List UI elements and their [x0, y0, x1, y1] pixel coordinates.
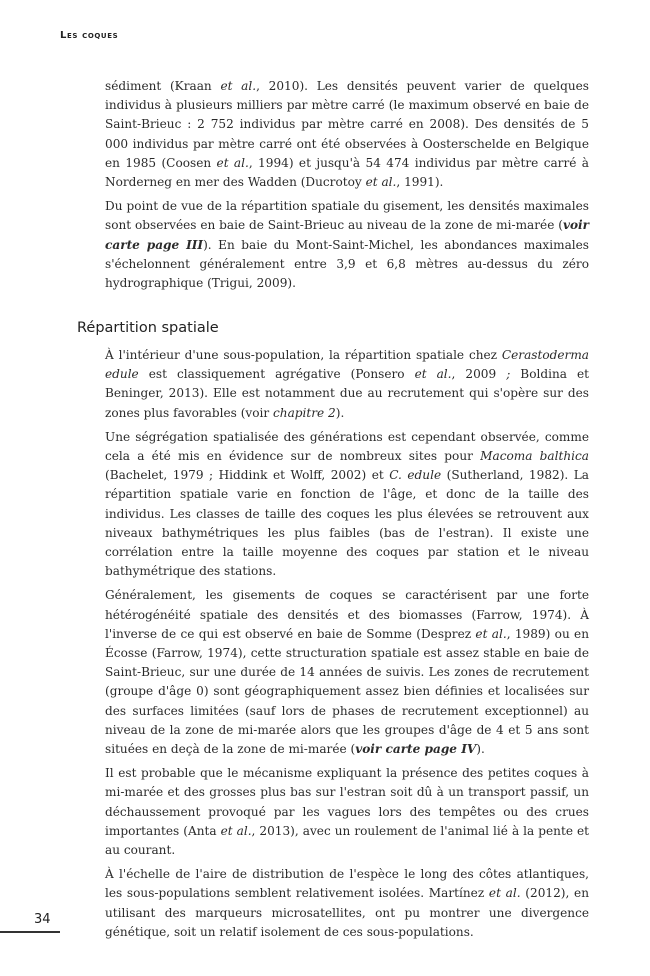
text-block-top	[105, 77, 589, 298]
paragraph: Il est probable que le mécanisme expliquant la présence des petites coques à mi-marée et des grosses plus bas sur l'estran soit dû à un transport passif, un déchaussement provoqué par les vagues lors des tempêtes ou des crues importantes (Anta et al., 2013), avec un roulement de l'animal lié à la pente et au courant.	[105, 766, 590, 858]
cross-reference: voir carte page IV	[355, 742, 477, 757]
paragraph: Une ségrégation spatialisée des générations est cependant observée, comme cela a été mis en évidence sur de nombreux sites pour Macoma balthica (Bachelet, 1979 ; Hiddink et Wolff, 2002) et C. edule (Sutherland, 1982). La répartition spatiale varie en fonction de l'âge, et donc de la taille des individus. Les classes de taille des coques les plus élevées se retrouvent aux niveaux bathymétriques les plus faibles (bas de l'estran). Il existe une corrélation entre la taille moyenne des coques par station et le niveau bathymétrique des stations.	[105, 429, 589, 579]
paragraph: sédiment (Kraan et al., 2010). Les densités peuvent varier de quelques individus à plusieurs milliers par mètre carré (le maximum observé en baie de Saint-Brieuc : 2 752 individus par mètre carré en 2008). Des densités de 5 000 individus par mètre carré ont été observées à Oosterschelde en Belgique en 1985 (Coosen et al., 1994) et jusqu'à 54 474 individus par mètre carré à Norderneg en mer des Wadden (Ducrotoy et al., 1991).	[105, 79, 590, 190]
paragraph: Du point de vue de la répartition spatiale du gisement, les densités maximales sont observées en baie de Saint-Brieuc au niveau de la zone de mi-marée (voir carte page III). En baie du Mont-Saint-Michel, les abondances maximales s'échelonnent généralement entre 3,9 et 6,8 mètres au-dessus du zéro hydrographique (Trigui, 2009).	[105, 199, 590, 291]
paragraph: À l'intérieur d'une sous-population, la répartition spatiale chez Cerastoderma edule est classiquement agrégative (Ponsero et al., 2009 ; Boldina et Beninger, 2013). Elle est notamment due au recrutement qui s'opère sur des zones plus favorables (voir chapitre 2).	[105, 348, 589, 420]
text-block-section	[105, 346, 589, 947]
section-heading: Répartition spatiale	[77, 320, 219, 336]
paragraph: À l'échelle de l'aire de distribution de l'espèce le long des côtes atlantiques, les sous-populations semblent relativement isolées. Martínez et al. (2012), en utilisant des marqueurs microsatellites, ont pu montrer une divergence génétique, soit un relatif isolement de ces sous-populations.	[105, 867, 589, 939]
footer-rule	[0, 931, 60, 933]
cross-reference: voir carte page III	[105, 218, 589, 252]
page-number: 34	[34, 912, 51, 927]
running-header: Les coques	[60, 30, 119, 41]
paragraph: Généralement, les gisements de coques se caractérisent par une forte hétérogénéité spatiale des densités et des biomasses (Farrow, 1974). À l'inverse de ce qui est observé en baie de Somme (Desprez et al., 1989) ou en Écosse (Farrow, 1974), cette structuration spatiale est assez stable en baie de Saint-Brieuc, sur une durée de 14 années de suivis. Les zones de recrutement (groupe d'âge 0) sont géographiquement assez bien définies et localisées sur des surfaces limitées (sauf lors de phases de recrutement exceptionnel) au niveau de la zone de mi-marée alors que les groupes d'âge de 4 et 5 ans sont situées en deçà de la zone de mi-marée (voir carte page IV).	[105, 588, 590, 757]
